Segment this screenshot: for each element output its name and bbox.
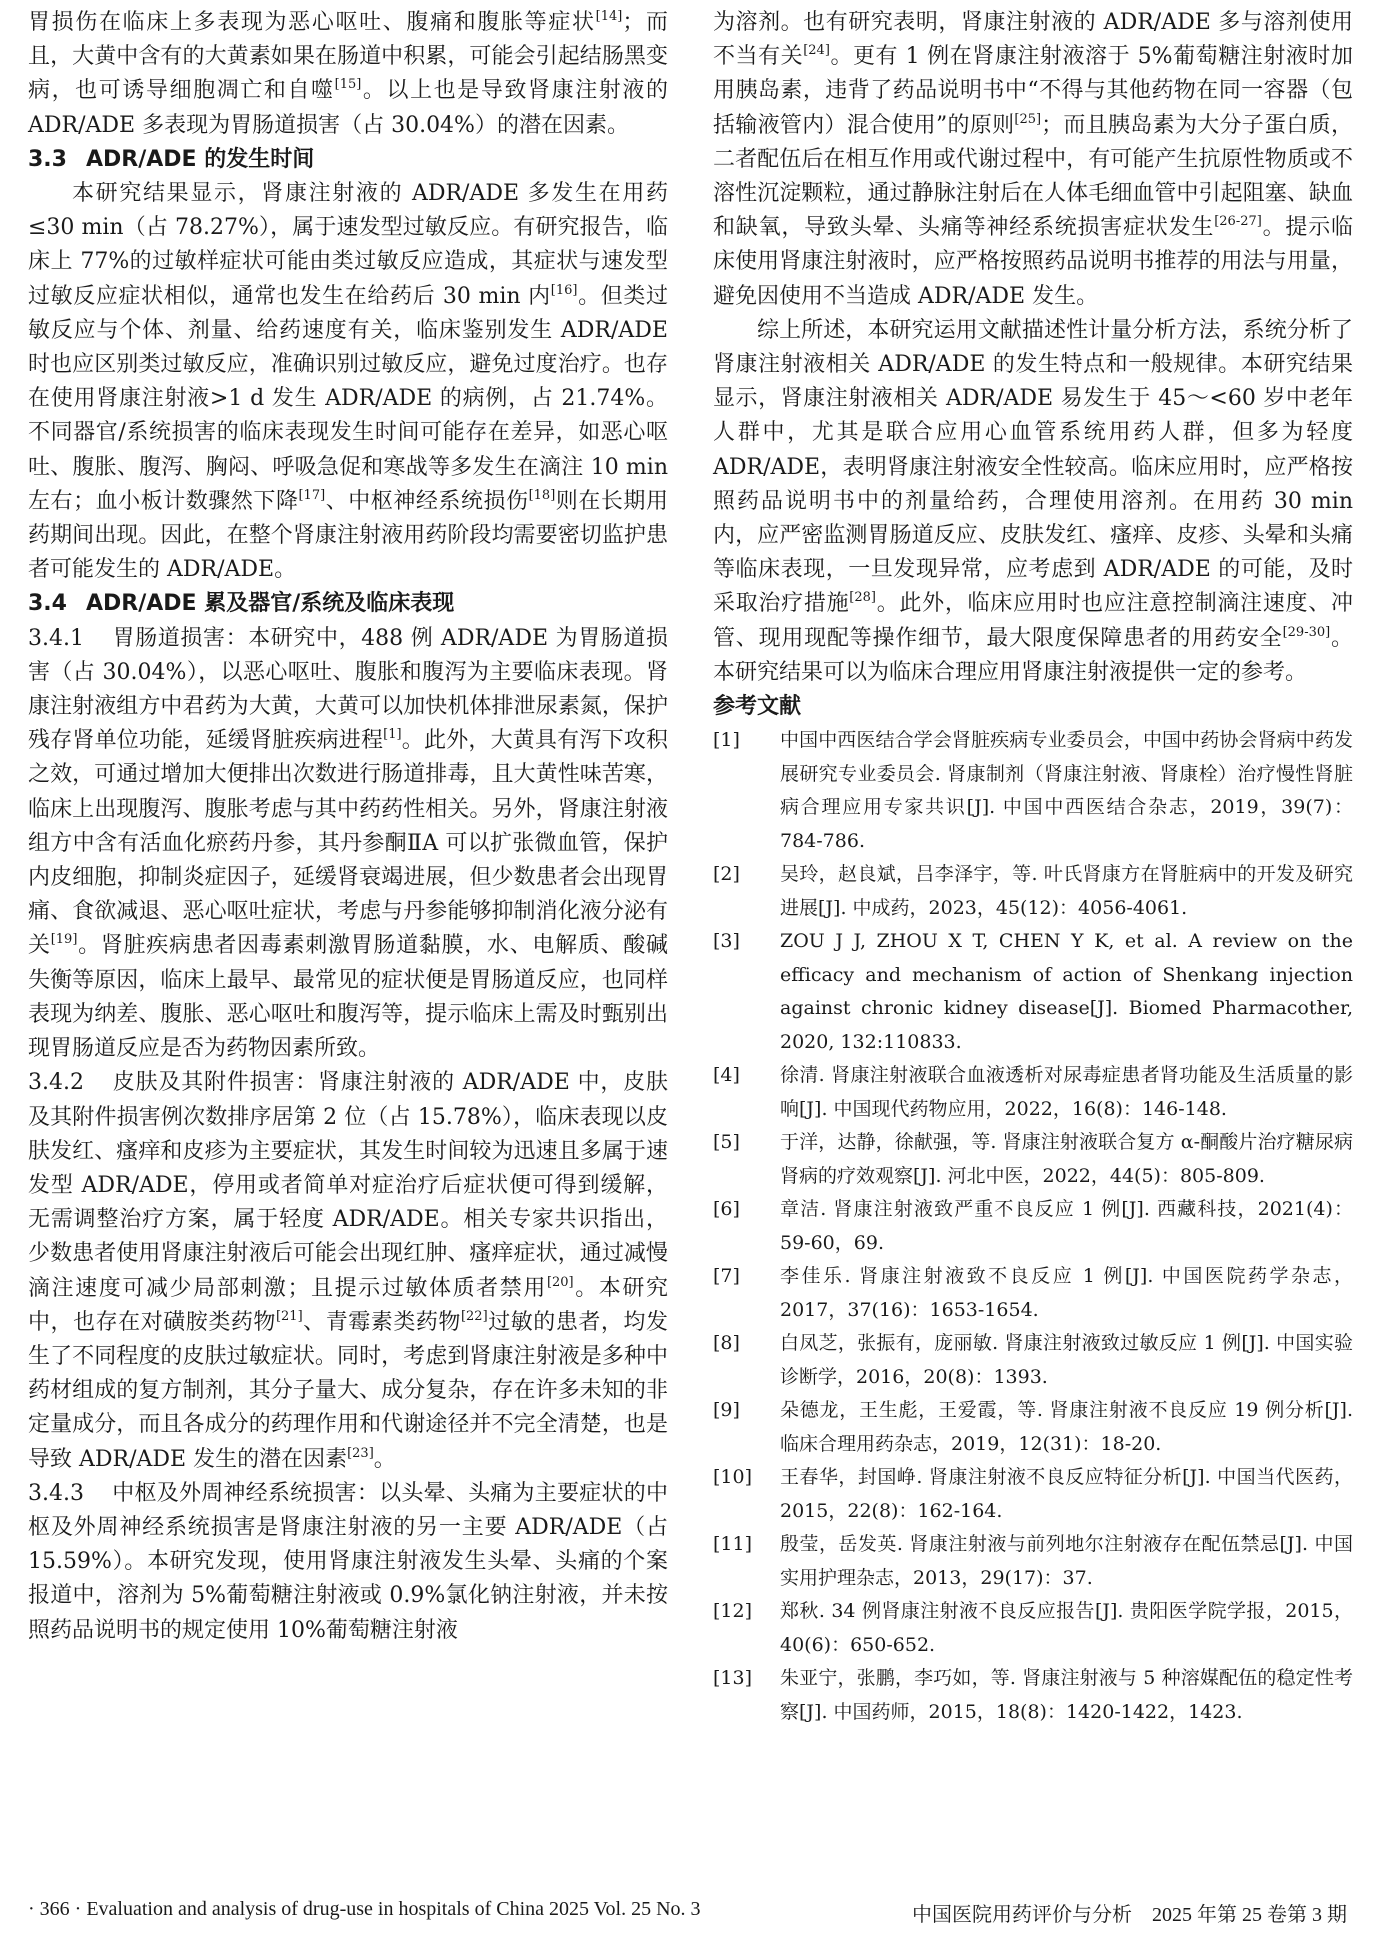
reference-item [713,1662,1353,1729]
citation[interactable]: [23] [347,1445,374,1461]
citation[interactable]: [25] [1014,111,1042,127]
paragraph: 胃损伤在临床上多表现为恶心呕吐、腹痛和腹胀等症状[14]；而且，大黄中含有的大黄素如果在肠道中积累，可能会引起结肠黑变病，也可诱导细胞凋亡和自噬[15]。以上也是导致肾康注射液的 ADR/ADE 多表现为胃肠道损害（占 30.04%）的潜在因素。 [28,9,668,138]
citation[interactable]: [20] [546,1274,574,1290]
citation[interactable]: [21] [275,1308,303,1324]
reference-item [713,1260,1353,1327]
reference-item [713,1193,1353,1260]
reference-text: 殷莹，岳发英. 肾康注射液与前列地尔注射液存在配伍禁忌[J]. 中国实用护理杂志，2013，29(17)：37. [780,1533,1353,1589]
references-heading: 参考文献 [713,694,802,720]
paragraph: 综上所述，本研究运用文献描述性计量分析方法，系统分析了肾康注射液相关 ADR/ADE 的发生特点和一般规律。本研究结果显示，肾康注射液相关 ADR/ADE 易发生于 45～<60 岁中老年人群中，尤其是联合应用心血管系统用药人群，但多为轻度 ADR/ADE，表明肾康注射液安全性较高。临床应用时，应严格按照药品说明书中的剂量给药，合理使用溶剂。在用药 30 min 内，应严密监测胃肠道反应、皮肤发红、瘙痒、皮疹、头晕和头痛等临床表现，一旦发现异常，应考虑到 ADR/ADE 的可能，及时采取治疗措施[28]。此外，临床应用时也应注意控制滴注速度、冲管、现用现配等操作细节，最大限度保障患者的用药安全[29-30]。本研究结果可以为临床合理应用肾康注射液提供一定的参考。 [713,317,1353,685]
citation[interactable]: [16] [550,282,578,298]
left-column [28,6,668,1648]
reference-number: [9] [713,1399,740,1422]
reference-text: 郑秋. 34 例肾康注射液不良反应报告[J]. 贵阳医学院学报，2015，40(6)：650-652. [780,1600,1353,1656]
reference-list [713,724,1353,1729]
citation[interactable]: [19] [50,932,78,948]
reference-text: 章洁. 肾康注射液致严重不良反应 1 例[J]. 西藏科技，2021(4)：59-60，69. [780,1198,1353,1254]
reference-number: [3] [713,930,740,953]
reference-item [713,724,1353,858]
paragraph: 3.4.2 皮肤及其附件损害：肾康注射液的 ADR/ADE 中，皮肤及其附件损害例次数排序居第 2 位（占 15.78%），临床表现以皮肤发红、瘙痒和皮疹为主要症状，其发生时间较为迅速且多属于速发型 ADR/ADE，停用或者简单对症治疗后症状便可得到缓解，无需调整治疗方案，属于轻度 ADR/ADE。相关专家共识指出，少数患者使用肾康注射液后可能会出现红肿、瘙痒症状，通过减慢滴注速度可减少局部刺激；且提示过敏体质者禁用[20]。本研究中，也存在对磺胺类药物[21]、青霉素类药物[22]过敏的患者，均发生了不同程度的皮肤过敏症状。同时，考虑到肾康注射液是多种中药材组成的复方制剂，其分子量大、成分复杂，存在许多未知的非定量成分，而且各成分的药理作用和代谢途径并不完全清楚，也是导致 ADR/ADE 发生的潜在因素[23]。 [28,1066,668,1476]
footer-right: 中国医院用药评价与分析 2025 年第 25 卷第 3 期 [912,1904,1347,1926]
reference-text: 于洋，达静，徐献强，等. 肾康注射液联合复方 α-酮酸片治疗糖尿病肾病的疗效观察[J]. 河北中医，2022，44(5)：805-809. [780,1131,1353,1187]
reference-number: [5] [713,1131,740,1154]
right-column [713,6,1353,1729]
reference-text: 白凤芝，张振有，庞丽敏. 肾康注射液致过敏反应 1 例[J]. 中国实验诊断学，2016，20(8)：1393. [780,1332,1353,1388]
paragraph: 3.4.1 胃肠道损害：本研究中，488 例 ADR/ADE 为胃肠道损害（占 30.04%），以恶心呕吐、腹胀和腹泻为主要临床表现。肾康注射液组方中君药为大黄，大黄可以加快机体排泄尿素氮，保护残存肾单位功能，延缓肾脏疾病进程[1]。此外，大黄具有泻下攻积之效，可通过增加大便排出次数进行肠道排毒，且大黄性味苦寒，临床上出现腹泻、腹胀考虑与其中药药性相关。另外，肾康注射液组方中含有活血化瘀药丹参，其丹参酮ⅡA 可以扩张微血管，保护内皮细胞，抑制炎症因子，延缓肾衰竭进展，但少数患者会出现胃痛、食欲减退、恶心呕吐症状，考虑与丹参能够抑制消化液分泌有关[19]。肾脏疾病患者因毒素刺激胃肠道黏膜，水、电解质、酸碱失衡等原因，临床上最早、最常见的症状便是胃肠道反应，也同样表现为纳差、腹胀、恶心呕吐和腹泻等，提示临床上需及时甄别出现胃肠道反应是否为药物因素所致。 [28,622,668,1067]
reference-number: [12] [713,1600,753,1623]
reference-text: 吴玲，赵良斌，吕李泽宇，等. 叶氏肾康方在肾脏病中的开发及研究进展[J]. 中成药，2023，45(12)：4056-4061. [780,863,1353,919]
reference-number: [6] [713,1198,740,1221]
reference-item [713,1059,1353,1126]
paragraph: 3.4.3 中枢及外周神经系统损害：以头晕、头痛为主要症状的中枢及外周神经系统损害是肾康注射液的另一主要 ADR/ADE（占 15.59%）。本研究发现，使用肾康注射液发生头晕、头痛的个案报道中，溶剂为 5%葡萄糖注射液或 0.9%氯化钠注射液，并未按照药品说明书的规定使用 10%葡萄糖注射液 [28,1477,668,1648]
reference-text: 中国中西医结合学会肾脏疾病专业委员会，中国中药协会肾病中药发展研究专业委员会. 肾康制剂（肾康注射液、肾康栓）治疗慢性肾脏病合理应用专家共识[J]. 中国中西医结合杂志，2019，39(7)：784-786. [780,729,1353,852]
reference-number: [10] [713,1466,753,1489]
reference-number: [2] [713,863,740,886]
paragraph: 本研究结果显示，肾康注射液的 ADR/ADE 多发生在用药≤30 min（占 78.27%），属于速发型过敏反应。有研究报告，临床上 77%的过敏样症状可能由类过敏反应造成，其症状与速发型过敏反应症状相似，通常也发生在给药后 30 min 内[16]。但类过敏反应与个体、剂量、给药速度有关，临床鉴别发生 ADR/ADE 时也应区别类过敏反应，准确识别过敏反应，避免过度治疗。也存在使用肾康注射液>1 d 发生 ADR/ADE 的病例，占 21.74%。不同器官/系统损害的临床表现发生时间可能存在差异，如恶心呕吐、腹胀、腹泻、胸闷、呼吸急促和寒战等多发生在滴注 10 min 左右；血小板计数骤然下降[17]、中枢神经系统损伤[18]则在长期用药期间出现。因此，在整个肾康注射液用药阶段均需要密切监护患者可能发生的 ADR/ADE。 [28,181,668,583]
reference-number: [13] [713,1667,753,1690]
reference-text: 朵德龙，王生彪，王爱霞，等. 肾康注射液不良反应 19 例分析[J]. 临床合理用药杂志，2019，12(31)：18-20. [780,1399,1353,1455]
subsection-number: 3.4.2 [28,1070,84,1096]
citation[interactable]: [18] [528,487,556,503]
section-heading-3-3: 3.3 ADR/ADE 的发生时间 [28,146,315,172]
citation[interactable]: [22] [460,1308,488,1324]
reference-text: 王春华，封国峥. 肾康注射液不良反应特征分析[J]. 中国当代医药，2015，22(8)：162-164. [780,1466,1353,1522]
citation[interactable]: [24] [803,43,830,59]
reference-item [713,1327,1353,1394]
reference-item [713,1528,1353,1595]
reference-item [713,1394,1353,1461]
citation[interactable]: [26-27] [1214,214,1262,230]
citation[interactable]: [14] [595,9,623,24]
subsection-number: 3.4.1 [28,625,84,651]
citation[interactable]: [17] [298,487,326,503]
reference-item [713,925,1353,1059]
reference-item [713,858,1353,925]
citation[interactable]: [1] [383,727,402,743]
reference-item [713,1595,1353,1662]
reference-item [713,1461,1353,1528]
citation[interactable]: [29-30] [1282,624,1331,640]
reference-number: [7] [713,1265,740,1288]
reference-text: ZOU J J, ZHOU X T, CHEN Y K, et al. A review on the efficacy and mechanism of action of Shenkang injection against chronic kidney disease[J]. Biomed Pharmacother, 2020, 132:110833. [780,930,1353,1053]
reference-text: 徐清. 肾康注射液联合血液透析对尿毒症患者肾功能及生活质量的影响[J]. 中国现代药物应用，2022，16(8)：146-148. [780,1064,1353,1120]
reference-number: [11] [713,1533,753,1556]
reference-text: 朱亚宁，张鹏，李巧如，等. 肾康注射液与 5 种溶媒配伍的稳定性考察[J]. 中国药师，2015，18(8)：1420-1422，1423. [780,1667,1353,1723]
reference-item [713,1126,1353,1193]
page-footer [28,1898,1347,1927]
citation[interactable]: [15] [334,77,362,93]
paragraph: 为溶剂。也有研究表明，肾康注射液的 ADR/ADE 多与溶剂使用不当有关[24]。更有 1 例在肾康注射液溶于 5%葡萄糖注射液时加用胰岛素，违背了药品说明书中“不得与其他药物在同一容器（包括输液管内）混合使用”的原则[25]；而且胰岛素为大分子蛋白质，二者配伍后在相互作用或代谢过程中，有可能产生抗原性物质或不溶性沉淀颗粒，通过静脉注射后在人体毛细血管中引起阻塞、缺血和缺氧，导致头晕、头痛等神经系统损害症状发生[26-27]。提示临床使用肾康注射液时，应严格按照药品说明书推荐的用法与用量，避免因使用不当造成 ADR/ADE 发生。 [713,10,1353,309]
reference-number: [8] [713,1332,740,1355]
section-heading-3-4: 3.4 ADR/ADE 累及器官/系统及临床表现 [28,591,455,617]
footer-left: · 366 · Evaluation and analysis of drug-use in hospitals of China 2025 Vol. 25 No. 3 [28,1898,701,1920]
subsection-number: 3.4.3 [28,1480,84,1506]
citation[interactable]: [28] [849,590,876,606]
reference-text: 李佳乐. 肾康注射液致不良反应 1 例[J]. 中国医院药学杂志，2017，37(16)：1653-1654. [780,1265,1353,1321]
reference-number: [4] [713,1064,740,1087]
reference-number: [1] [713,729,740,752]
